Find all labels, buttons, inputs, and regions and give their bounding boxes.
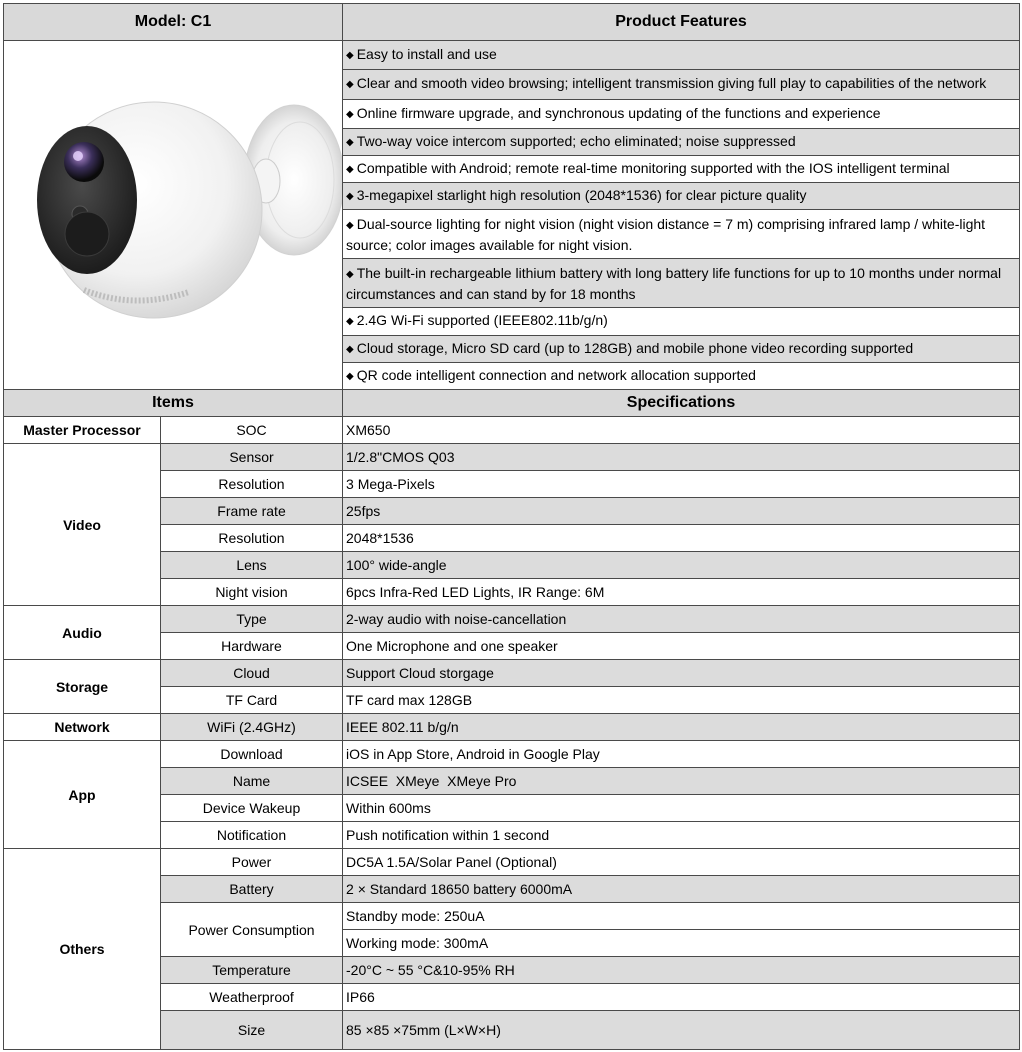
spec-item-value: DC5A 1.5A/Solar Panel (Optional) [343, 849, 1020, 876]
spec-item-value: 2 × Standard 18650 battery 6000mA [343, 876, 1020, 903]
spec-item-label: Weatherproof [161, 984, 343, 1011]
diamond-bullet-icon: ◆ [346, 79, 354, 90]
spec-item-value: 3 Mega-Pixels [343, 471, 1020, 498]
diamond-bullet-icon: ◆ [346, 219, 354, 231]
spec-item-label: Type [161, 606, 343, 633]
spec-item-label: TF Card [161, 687, 343, 714]
spec-item-label: Cloud [161, 660, 343, 687]
spec-item-value: ICSEE XMeye XMeye Pro [343, 768, 1020, 795]
category-storage: Storage [4, 660, 161, 714]
diamond-bullet-icon: ◆ [346, 343, 354, 355]
feature-item: ◆ The built-in rechargeable lithium battery with long battery life functions for up to 10 months under normal circumstances and can stand by for 18 months [343, 259, 1020, 308]
spec-item-value: Working mode: 300mA [343, 930, 1020, 957]
spec-item-value: Within 600ms [343, 795, 1020, 822]
category-app: App [4, 741, 161, 849]
spec-item-label: WiFi (2.4GHz) [161, 714, 343, 741]
spec-item-label: SOC [161, 417, 343, 444]
spec-item-value: One Microphone and one speaker [343, 633, 1020, 660]
diamond-bullet-icon: ◆ [346, 316, 354, 327]
spec-item-value: TF card max 128GB [343, 687, 1020, 714]
spec-item-label: Frame rate [161, 498, 343, 525]
spec-item-label: Device Wakeup [161, 795, 343, 822]
diamond-bullet-icon: ◆ [346, 136, 354, 148]
features-header: Product Features [343, 4, 1020, 41]
product-spec-table [3, 3, 1020, 1050]
spec-item-value: IP66 [343, 984, 1020, 1011]
product-image-cell [4, 41, 343, 390]
spec-item-value: Push notification within 1 second [343, 822, 1020, 849]
feature-item: ◆ Clear and smooth video browsing; intelligent transmission giving full play to capabilities of the network [343, 70, 1020, 100]
spec-item-label: Power [161, 849, 343, 876]
category-others: Others [4, 849, 161, 1050]
camera-product-image [4, 42, 343, 388]
spec-item-label: Resolution [161, 525, 343, 552]
category-video: Video [4, 444, 161, 606]
spec-item-label: Download [161, 741, 343, 768]
spec-item-value: IEEE 802.11 b/g/n [343, 714, 1020, 741]
spec-item-value: Standby mode: 250uA [343, 903, 1020, 930]
spec-item-label: Power Consumption [161, 903, 343, 957]
spec-item-label: Battery [161, 876, 343, 903]
items-header: Items [4, 390, 343, 417]
spec-item-label: Notification [161, 822, 343, 849]
spec-item-label: Night vision [161, 579, 343, 606]
feature-item: ◆ 2.4G Wi-Fi supported (IEEE802.11b/g/n) [343, 308, 1020, 336]
spec-item-label: Name [161, 768, 343, 795]
spec-item-label: Sensor [161, 444, 343, 471]
spec-item-value: -20°C ~ 55 °C&10-95% RH [343, 957, 1020, 984]
feature-item: ◆ Compatible with Android; remote real-time monitoring supported with the IOS intelligent terminal [343, 156, 1020, 183]
spec-item-value: 85 ×85 ×75mm (L×W×H) [343, 1011, 1020, 1050]
spec-item-value: 1/2.8"CMOS Q03 [343, 444, 1020, 471]
spec-item-label: Lens [161, 552, 343, 579]
spec-item-value: 6pcs Infra-Red LED Lights, IR Range: 6M [343, 579, 1020, 606]
category-master-processor: Master Processor [4, 417, 161, 444]
spec-item-label: Temperature [161, 957, 343, 984]
category-audio: Audio [4, 606, 161, 660]
spec-item-value: 25fps [343, 498, 1020, 525]
spec-item-value: 100° wide-angle [343, 552, 1020, 579]
diamond-bullet-icon: ◆ [346, 163, 354, 175]
diamond-bullet-icon: ◆ [346, 108, 354, 120]
spec-item-value: Support Cloud storgage [343, 660, 1020, 687]
model-header: Model: C1 [4, 4, 343, 41]
spec-item-value: 2048*1536 [343, 525, 1020, 552]
spec-item-value: 2-way audio with noise-cancellation [343, 606, 1020, 633]
diamond-bullet-icon: ◆ [346, 190, 354, 202]
feature-item: ◆ QR code intelligent connection and network allocation supported [343, 363, 1020, 390]
feature-item: ◆ Easy to install and use [343, 41, 1020, 70]
feature-item: ◆ Dual-source lighting for night vision (night vision distance = 7 m) comprising infrared lamp / white-light source; color images available for night vision. [343, 210, 1020, 259]
spec-item-label: Size [161, 1011, 343, 1050]
category-network: Network [4, 714, 161, 741]
camera-lens [64, 142, 104, 182]
feature-item: ◆ Online firmware upgrade, and synchronous updating of the functions and experience [343, 100, 1020, 129]
feature-item: ◆ Two-way voice intercom supported; echo eliminated; noise suppressed [343, 129, 1020, 156]
diamond-bullet-icon: ◆ [346, 268, 354, 280]
feature-item: ◆ Cloud storage, Micro SD card (up to 128GB) and mobile phone video recording supported [343, 336, 1020, 363]
diamond-bullet-icon: ◆ [346, 370, 354, 382]
spec-item-value: iOS in App Store, Android in Google Play [343, 741, 1020, 768]
feature-item: ◆ 3-megapixel starlight high resolution (2048*1536) for clear picture quality [343, 183, 1020, 210]
diamond-bullet-icon: ◆ [346, 49, 354, 61]
spec-item-label: Resolution [161, 471, 343, 498]
spec-item-label: Hardware [161, 633, 343, 660]
spec-item-value: XM650 [343, 417, 1020, 444]
specifications-header: Specifications [343, 390, 1020, 417]
